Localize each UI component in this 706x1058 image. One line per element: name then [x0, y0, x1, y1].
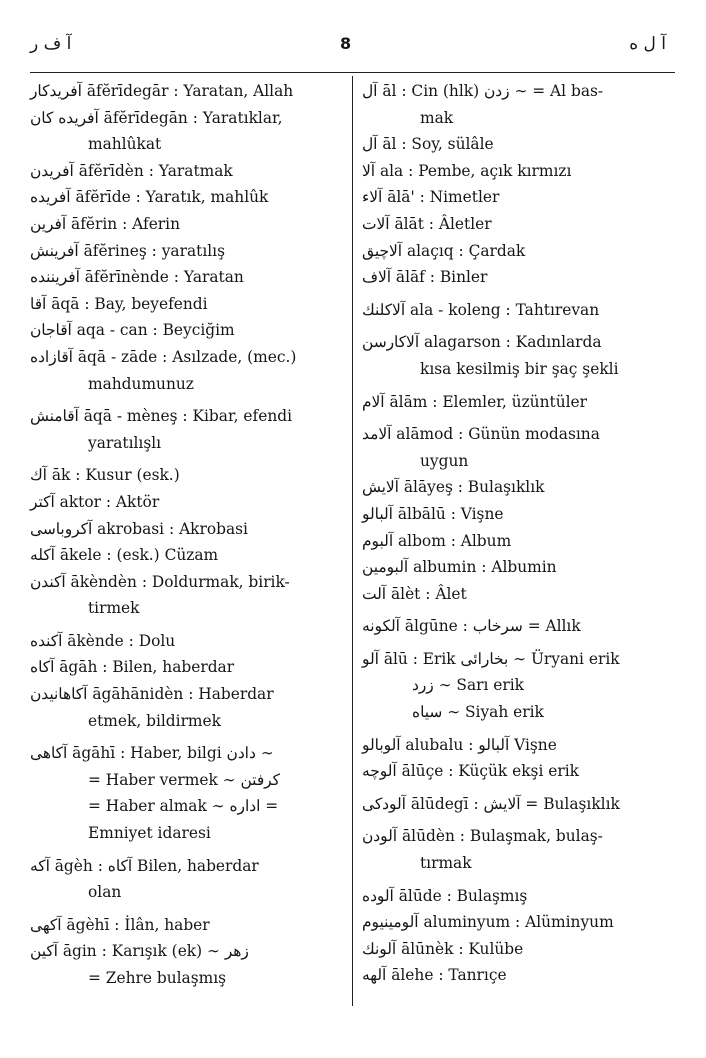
dictionary-entry: آلوبالو alubalu : آلبالو Vişne — [362, 735, 557, 754]
dictionary-entry: آفرينش āfĕrineş : yaratılış — [30, 241, 225, 260]
dictionary-entry: آقامنش āqā - mèneş : Kibar, efendi yaratılışlı — [30, 407, 293, 452]
dictionary-entry: آلاء ālā' : Nimetler — [362, 188, 500, 207]
dictionary-entry: آقاجان aqa - can : Beyciğim — [30, 321, 235, 340]
dictionary-entry: آلاكلنك ala - koleng : Tahtırevan — [362, 300, 600, 319]
dictionary-entry: آكاه āgāh : Bilen, haberdar — [30, 658, 235, 677]
dictionary-entry: آفريدن āfĕrīdèn : Yaratmak — [30, 161, 233, 180]
dictionary-entry: آفريننده āfĕrīnènde : Yaratan — [30, 268, 244, 287]
dictionary-entry: آك āk : Kusur (esk.) — [30, 466, 180, 485]
dictionary-entry: آفريدكار āfĕrīdegār : Yaratan, Allah — [30, 82, 294, 100]
dictionary-entry: آكندن ākèndèn : Doldurmak, birik- tirmek — [30, 572, 290, 618]
dictionary-entry: آكاهانيدن āgāhānidèn : Haberdar etmek, bildirmek — [30, 685, 274, 730]
dictionary-entry: آلومينيوم aluminyum : Alüminyum — [362, 913, 614, 932]
dictionary-entry: آلودن ālūdèn : Bulaşmak, bulaş- tırmak — [362, 827, 603, 873]
dictionary-entry: آقا āqā : Bay, beyefendi — [30, 294, 208, 313]
right-column — [362, 78, 668, 989]
dictionary-entry: آكنده ākènde : Dolu — [30, 631, 176, 650]
dictionary-entry: آلبوم albom : Album — [362, 531, 512, 550]
dictionary-entry: آكاهى āgāhī : Haber, bilgi دادن ∼ = Haber vermek ∼ كرفتن = Haber almak ∼ اداره = Emniyet idaresi — [30, 744, 281, 843]
dictionary-entry: آكله ākele : (esk.) Cüzam — [30, 546, 219, 565]
dictionary-entry: آلامد alāmod : Günün modasına uygun — [362, 425, 600, 470]
dictionary-entry: آلت ālèt : Âlet — [362, 584, 467, 603]
column-divider — [352, 76, 353, 1006]
dictionary-entry: آكتر aktor : Aktör — [30, 492, 160, 511]
dictionary-entry: آلكونه ālgūne : سرخاب = Allık — [362, 617, 581, 636]
dictionary-entry: آلايش ālāyeş : Bulaşıklık — [362, 478, 545, 497]
header-rule — [30, 72, 675, 73]
header-right-letters: آ ل ه — [629, 34, 666, 54]
dictionary-entry: آل āl : Cin (hlk) زدن ∼ = Al bas- mak — [362, 82, 604, 127]
dictionary-entry: آفريده āfĕrīde : Yaratık, mahlûk — [30, 188, 269, 207]
dictionary-entry: آل āl : Soy, sülâle — [362, 135, 494, 154]
header-left-letters: آ ف ر — [30, 34, 72, 54]
dictionary-entry: آلو ālū : Erik بخارائى ∼ Üryani erik زرد ∼ Sarı erik سياه ∼ Siyah erik — [362, 649, 620, 722]
dictionary-entry: آلاچيق alaçıq : Çardak — [362, 241, 526, 260]
dictionary-entry: آلام ālām : Elemler, üzüntüler — [362, 392, 587, 411]
dictionary-entry: آلا ala : Pembe, açık kırmızı — [362, 161, 572, 180]
dictionary-entry: آكين āgin : Karışık (ek) ∼ زهر = Zehre bulaşmış — [30, 942, 249, 987]
dictionary-entry: آكهى āgèhī : İlân, haber — [30, 915, 210, 934]
dictionary-entry: آلات ālāt : Âletler — [362, 214, 492, 233]
dictionary-entry: آلونك ālūnèk : Kulübe — [362, 939, 524, 958]
dictionary-entry: آلوده ālūde : Bulaşmış — [362, 886, 528, 905]
page-number: 8 — [340, 34, 352, 53]
dictionary-entry: آفرين āfĕrin : Aferin — [30, 214, 180, 233]
dictionary-entry: آفريده كان āfĕrīdegān : Yaratıklar, mahlûkat — [30, 108, 283, 154]
dictionary-entry: آلودكى ālūdegī : آلايش = Bulaşıklık — [362, 794, 620, 813]
dictionary-entry: آكه āgèh : آكاه Bilen, haberdar olan — [30, 856, 259, 902]
dictionary-entry: آلبالو ālbālū : Vişne — [362, 504, 504, 523]
dictionary-entry: آلاكارسن alagarson : Kadınlarda kısa kesilmiş bir şaç şekli — [362, 333, 619, 378]
dictionary-entry: آلاف ālāf : Binler — [362, 268, 488, 287]
left-column — [30, 78, 344, 992]
dictionary-entry: آلهه ālehe : Tanrıçe — [362, 966, 507, 985]
dictionary-entry: آقازاده āqā - zāde : Asılzade, (mec.) mahdumunuz — [30, 347, 297, 393]
dictionary-entry: آكروباسى akrobasi : Akrobasi — [30, 519, 248, 538]
dictionary-entry: آلوچه ālūçe : Küçük ekşi erik — [362, 762, 579, 781]
dictionary-entry: آلبومين albumin : Albumin — [362, 558, 557, 577]
